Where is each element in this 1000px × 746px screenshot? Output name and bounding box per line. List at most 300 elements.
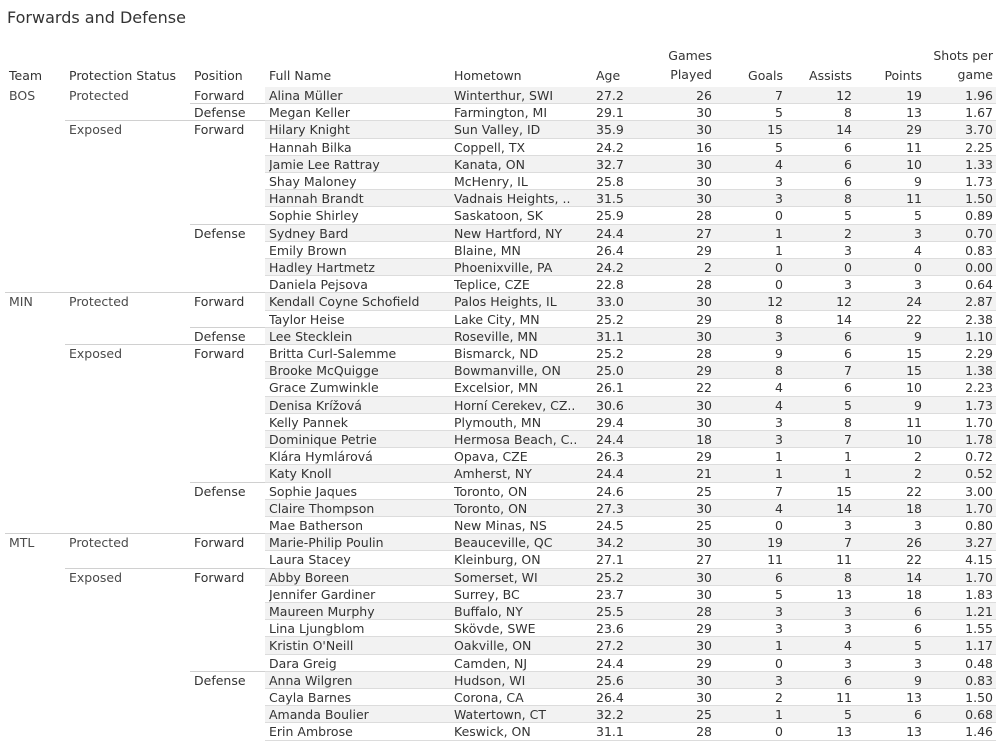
cell-goals: 3: [775, 414, 783, 430]
cell-full-name: Dominique Petrie: [269, 432, 377, 447]
group-position: Forward: [194, 346, 245, 361]
cell-shots-per-game: 0.64: [965, 277, 993, 293]
cell-goals: 4: [775, 156, 783, 172]
cell-age: 25.6: [596, 672, 624, 688]
cell-age: 23.6: [596, 621, 624, 637]
cell-games-played: 28: [696, 277, 712, 293]
cell-hometown: Hermosa Beach, C..: [454, 432, 578, 447]
cell-hometown: Coppell, TX: [454, 139, 526, 155]
group-protection-status: Protected: [69, 535, 129, 551]
cell-full-name: Shay Maloney: [269, 174, 357, 189]
cell-points: 9: [914, 328, 922, 344]
cell-age: 32.7: [596, 156, 624, 172]
cell-age: 32.2: [596, 707, 624, 723]
cell-age: 29.1: [596, 105, 624, 121]
cell-assists: 12: [836, 294, 852, 310]
cell-games-played: 18: [696, 432, 712, 447]
cell-goals: 8: [775, 363, 783, 379]
cell-goals: 0: [775, 518, 783, 533]
cell-assists: 14: [836, 122, 852, 138]
cell-shots-per-game: 1.10: [965, 328, 993, 344]
cell-assists: 8: [844, 569, 852, 585]
cell-goals: 9: [775, 346, 783, 361]
cell-shots-per-game: 0.68: [965, 707, 993, 723]
cell-hometown: Roseville, MN: [454, 328, 538, 344]
table-title: Forwards and Defense: [7, 8, 186, 27]
cell-hometown: Blaine, MN: [454, 242, 521, 258]
cell-points: 5: [914, 638, 922, 654]
cell-age: 24.4: [596, 225, 624, 241]
cell-full-name: Maureen Murphy: [269, 604, 375, 619]
cell-age: 25.2: [596, 569, 624, 585]
cell-games-played: 30: [696, 638, 712, 654]
cell-age: 24.4: [596, 432, 624, 447]
cell-assists: 6: [844, 346, 852, 361]
cell-games-played: 26: [696, 88, 712, 103]
cell-age: 24.5: [596, 518, 624, 533]
cell-full-name: Emily Brown: [269, 242, 347, 258]
cell-points: 2: [914, 449, 922, 465]
cell-points: 26: [906, 535, 922, 551]
cell-points: 4: [914, 242, 922, 258]
cell-full-name: Kelly Pannek: [269, 414, 348, 430]
cell-shots-per-game: 0.72: [965, 449, 993, 465]
cell-shots-per-game: 2.25: [965, 139, 993, 155]
cell-goals: 0: [775, 208, 783, 224]
cell-goals: 0: [775, 277, 783, 293]
cell-full-name: Jamie Lee Rattray: [269, 156, 380, 172]
cell-assists: 15: [836, 483, 852, 499]
cell-shots-per-game: 1.70: [965, 569, 993, 585]
cell-assists: 6: [844, 139, 852, 155]
group-protection-status: Protected: [69, 88, 129, 103]
cell-points: 9: [914, 397, 922, 413]
cell-shots-per-game: 0.00: [965, 260, 993, 275]
group-position: Defense: [194, 105, 246, 121]
cell-full-name: Dara Greig: [269, 655, 337, 671]
cell-goals: 1: [775, 242, 783, 258]
cell-assists: 3: [844, 277, 852, 293]
cell-full-name: Brooke McQuigge: [269, 363, 379, 379]
header-games-played: Games Played: [668, 48, 712, 82]
cell-hometown: Lake City, MN: [454, 311, 540, 327]
cell-shots-per-game: 3.70: [965, 122, 993, 138]
cell-points: 3: [914, 277, 922, 293]
cell-age: 25.0: [596, 363, 624, 379]
cell-assists: 1: [844, 466, 852, 482]
cell-full-name: Jennifer Gardiner: [269, 586, 376, 602]
header-team: Team: [9, 68, 43, 83]
cell-goals: 5: [775, 105, 783, 121]
group-divider: [190, 568, 265, 569]
cell-assists: 3: [844, 655, 852, 671]
cell-games-played: 30: [696, 328, 712, 344]
group-position: Defense: [194, 483, 246, 499]
cell-points: 19: [906, 88, 922, 103]
cell-games-played: 30: [696, 191, 712, 207]
cell-assists: 5: [844, 397, 852, 413]
cell-age: 27.2: [596, 88, 624, 103]
cell-age: 34.2: [596, 535, 624, 551]
cell-assists: 5: [844, 707, 852, 723]
cell-full-name: Taylor Heise: [269, 311, 345, 327]
cell-assists: 1: [844, 449, 852, 465]
cell-points: 9: [914, 174, 922, 189]
group-position: Forward: [194, 88, 245, 103]
cell-hometown: Vadnais Heights, ..: [454, 191, 571, 207]
cell-age: 24.2: [596, 139, 624, 155]
cell-goals: 1: [775, 466, 783, 482]
cell-points: 15: [906, 363, 922, 379]
cell-assists: 8: [844, 191, 852, 207]
cell-hometown: Corona, CA: [454, 690, 524, 705]
cell-shots-per-game: 0.83: [965, 242, 993, 258]
cell-games-played: 28: [696, 346, 712, 361]
group-team: BOS: [9, 88, 36, 103]
cell-full-name: Klára Hymlárová: [269, 449, 373, 465]
header-age: Age: [596, 68, 621, 83]
header-full-name: Full Name: [269, 68, 332, 83]
cell-points: 15: [906, 346, 922, 361]
group-divider: [190, 224, 265, 225]
cell-shots-per-game: 1.78: [965, 432, 993, 447]
header-shots-per-game: Shots per game: [933, 48, 993, 82]
cell-age: 31.1: [596, 724, 624, 740]
header-hometown: Hometown: [454, 68, 522, 83]
cell-games-played: 16: [696, 139, 712, 155]
cell-assists: 12: [836, 88, 852, 103]
cell-full-name: Sydney Bard: [269, 225, 349, 241]
cell-hometown: Toronto, ON: [454, 483, 528, 499]
cell-assists: 14: [836, 500, 852, 516]
cell-games-played: 28: [696, 604, 712, 619]
cell-goals: 0: [775, 655, 783, 671]
cell-hometown: Surrey, BC: [454, 586, 520, 602]
cell-full-name: Grace Zumwinkle: [269, 380, 379, 396]
cell-age: 27.1: [596, 552, 624, 568]
cell-hometown: Farmington, MI: [454, 105, 548, 121]
cell-games-played: 30: [696, 174, 712, 189]
cell-full-name: Hilary Knight: [269, 122, 350, 138]
cell-shots-per-game: 0.70: [965, 225, 993, 241]
cell-shots-per-game: 1.50: [965, 690, 993, 705]
cell-hometown: Sun Valley, ID: [454, 122, 541, 138]
group-position: Forward: [194, 569, 245, 585]
cell-hometown: Palos Heights, IL: [454, 294, 557, 310]
cell-goals: 4: [775, 397, 783, 413]
cell-age: 24.4: [596, 655, 624, 671]
cell-hometown: Camden, NJ: [454, 655, 528, 671]
cell-assists: 7: [844, 363, 852, 379]
group-team: MIN: [9, 294, 33, 310]
cell-goals: 3: [775, 604, 783, 619]
cell-points: 24: [906, 294, 922, 310]
header-position: Position: [194, 68, 243, 83]
cell-assists: 8: [844, 105, 852, 121]
cell-shots-per-game: 0.52: [965, 466, 993, 482]
cell-shots-per-game: 2.38: [965, 311, 993, 327]
cell-hometown: Bowmanville, ON: [454, 363, 561, 379]
group-divider: [190, 482, 265, 483]
cell-games-played: 30: [696, 294, 712, 310]
cell-hometown: Saskatoon, SK: [454, 208, 543, 224]
cell-hometown: Bismarck, ND: [454, 346, 539, 361]
cell-full-name: Marie-Philip Poulin: [269, 535, 384, 551]
cell-age: 31.5: [596, 191, 624, 207]
cell-games-played: 29: [696, 621, 712, 637]
cell-hometown: Kanata, ON: [454, 156, 525, 172]
cell-games-played: 30: [696, 569, 712, 585]
cell-goals: 3: [775, 621, 783, 637]
cell-shots-per-game: 1.70: [965, 500, 993, 516]
cell-assists: 3: [844, 604, 852, 619]
cell-hometown: Toronto, ON: [454, 500, 528, 516]
group-position: Defense: [194, 225, 246, 241]
cell-hometown: Kleinburg, ON: [454, 552, 541, 568]
cell-full-name: Katy Knoll: [269, 466, 332, 482]
cell-hometown: New Minas, NS: [454, 518, 547, 533]
cell-assists: 7: [844, 535, 852, 551]
cell-shots-per-game: 1.33: [965, 156, 993, 172]
cell-age: 25.9: [596, 208, 624, 224]
cell-games-played: 30: [696, 535, 712, 551]
cell-shots-per-game: 1.73: [965, 174, 993, 189]
cell-age: 22.8: [596, 277, 624, 293]
cell-games-played: 28: [696, 724, 712, 740]
cell-assists: 6: [844, 328, 852, 344]
group-position: Defense: [194, 328, 246, 344]
cell-points: 6: [914, 604, 922, 619]
cell-hometown: Opava, CZE: [454, 449, 528, 465]
cell-assists: 8: [844, 414, 852, 430]
cell-full-name: Megan Keller: [269, 105, 351, 121]
cell-hometown: Beauceville, QC: [454, 535, 553, 551]
cell-shots-per-game: 1.38: [965, 363, 993, 379]
cell-hometown: Buffalo, NY: [454, 604, 523, 619]
cell-shots-per-game: 4.15: [965, 552, 993, 568]
cell-points: 14: [906, 569, 922, 585]
cell-age: 24.2: [596, 260, 624, 275]
cell-points: 11: [906, 191, 922, 207]
cell-points: 13: [906, 724, 922, 740]
cell-goals: 0: [775, 724, 783, 740]
cell-games-played: 30: [696, 500, 712, 516]
cell-hometown: Horní Cerekev, CZ..: [454, 397, 576, 413]
cell-age: 26.4: [596, 690, 624, 705]
cell-assists: 13: [836, 724, 852, 740]
cell-goals: 8: [775, 311, 783, 327]
cell-hometown: Winterthur, SWI: [454, 88, 554, 103]
cell-games-played: 25: [696, 483, 712, 499]
group-team: MTL: [9, 535, 35, 551]
cell-games-played: 30: [696, 690, 712, 705]
cell-games-played: 22: [696, 380, 712, 396]
group-position: Forward: [194, 294, 245, 310]
cell-goals: 3: [775, 432, 783, 447]
cell-hometown: Plymouth, MN: [454, 414, 542, 430]
cell-games-played: 30: [696, 414, 712, 430]
cell-full-name: Hannah Bilka: [269, 139, 352, 155]
cell-games-played: 27: [696, 552, 712, 568]
cell-points: 3: [914, 655, 922, 671]
cell-games-played: 29: [696, 242, 712, 258]
cell-full-name: Hadley Hartmetz: [269, 260, 375, 275]
group-divider: [190, 292, 265, 293]
cell-games-played: 29: [696, 449, 712, 465]
cell-full-name: Cayla Barnes: [269, 690, 352, 705]
cell-assists: 3: [844, 621, 852, 637]
cell-hometown: Skövde, SWE: [454, 621, 536, 637]
cell-games-played: 30: [696, 397, 712, 413]
cell-points: 11: [906, 139, 922, 155]
cell-age: 25.2: [596, 346, 624, 361]
cell-full-name: Abby Boreen: [269, 569, 350, 585]
cell-points: 6: [914, 707, 922, 723]
cell-hometown: Phoenixville, PA: [454, 260, 553, 275]
cell-goals: 4: [775, 500, 783, 516]
cell-full-name: Mae Batherson: [269, 518, 364, 533]
group-protection-status: Exposed: [69, 569, 123, 585]
cell-full-name: Anna Wilgren: [269, 672, 353, 688]
cell-full-name: Kendall Coyne Schofield: [269, 294, 420, 310]
cell-hometown: Oakville, ON: [454, 638, 532, 654]
cell-points: 6: [914, 621, 922, 637]
cell-full-name: Laura Stacey: [269, 552, 351, 568]
cell-assists: 7: [844, 432, 852, 447]
cell-shots-per-game: 1.46: [965, 724, 993, 740]
cell-points: 13: [906, 690, 922, 705]
cell-age: 33.0: [596, 294, 624, 310]
cell-goals: 1: [775, 638, 783, 654]
cell-goals: 6: [775, 569, 783, 585]
cell-hometown: Watertown, CT: [454, 707, 546, 723]
cell-age: 27.2: [596, 638, 624, 654]
cell-age: 24.6: [596, 483, 624, 499]
cell-assists: 6: [844, 156, 852, 172]
cell-full-name: Claire Thompson: [269, 500, 375, 516]
cell-hometown: Amherst, NY: [454, 466, 532, 482]
cell-full-name: Kristin O'Neill: [269, 638, 354, 654]
cell-shots-per-game: 1.21: [965, 604, 993, 619]
header-assists: Assists: [809, 68, 852, 83]
cell-games-played: 30: [696, 156, 712, 172]
cell-points: 11: [906, 414, 922, 430]
cell-games-played: 30: [696, 586, 712, 602]
cell-assists: 6: [844, 380, 852, 396]
cell-assists: 3: [844, 242, 852, 258]
cell-shots-per-game: 0.48: [965, 655, 993, 671]
cell-assists: 14: [836, 311, 852, 327]
cell-hometown: Somerset, WI: [454, 569, 538, 585]
cell-assists: 0: [844, 260, 852, 275]
group-protection-status: Protected: [69, 294, 129, 310]
cell-full-name: Lee Stecklein: [269, 328, 353, 344]
cell-games-played: 2: [704, 260, 712, 275]
cell-hometown: Keswick, ON: [454, 724, 531, 740]
cell-points: 18: [906, 586, 922, 602]
cell-assists: 4: [844, 638, 852, 654]
cell-games-played: 30: [696, 122, 712, 138]
group-divider: [190, 327, 265, 328]
cell-points: 29: [906, 122, 922, 138]
cell-goals: 2: [775, 690, 783, 705]
cell-assists: 6: [844, 174, 852, 189]
cell-games-played: 29: [696, 363, 712, 379]
cell-goals: 5: [775, 139, 783, 155]
cell-assists: 3: [844, 518, 852, 533]
cell-goals: 19: [767, 535, 783, 551]
cell-age: 24.4: [596, 466, 624, 482]
cell-shots-per-game: 3.00: [965, 483, 993, 499]
cell-games-played: 21: [696, 466, 712, 482]
cell-games-played: 29: [696, 655, 712, 671]
cell-shots-per-game: 0.83: [965, 672, 993, 688]
group-protection-status: Exposed: [69, 346, 123, 361]
cell-goals: 1: [775, 225, 783, 241]
group-divider: [190, 344, 265, 345]
cell-points: 5: [914, 208, 922, 224]
cell-age: 26.4: [596, 242, 624, 258]
cell-full-name: Denisa Krížová: [269, 397, 362, 413]
cell-age: 25.2: [596, 311, 624, 327]
header-goals: Goals: [748, 68, 783, 83]
cell-shots-per-game: 2.29: [965, 346, 993, 361]
group-position: Defense: [194, 672, 246, 688]
cell-full-name: Lina Ljungblom: [269, 621, 365, 637]
cell-games-played: 28: [696, 208, 712, 224]
cell-goals: 3: [775, 174, 783, 189]
cell-goals: 12: [767, 294, 783, 310]
header-protection-status: Protection Status: [69, 68, 177, 83]
group-divider: [190, 103, 265, 104]
group-protection-status: Exposed: [69, 122, 123, 138]
cell-points: 10: [906, 380, 922, 396]
cell-shots-per-game: 1.83: [965, 586, 993, 602]
cell-goals: 3: [775, 672, 783, 688]
cell-full-name: Alina Müller: [269, 88, 343, 103]
group-position: Forward: [194, 535, 245, 551]
cell-points: 22: [906, 311, 922, 327]
cell-games-played: 30: [696, 105, 712, 121]
cell-full-name: Hannah Brandt: [269, 191, 364, 207]
cell-full-name: Daniela Pejsova: [269, 277, 368, 293]
cell-age: 30.6: [596, 397, 624, 413]
cell-assists: 13: [836, 586, 852, 602]
cell-points: 0: [914, 260, 922, 275]
cell-full-name: Erin Ambrose: [269, 724, 353, 740]
cell-goals: 1: [775, 707, 783, 723]
cell-assists: 11: [836, 690, 852, 705]
cell-games-played: 29: [696, 311, 712, 327]
cell-points: 18: [906, 500, 922, 516]
cell-hometown: McHenry, IL: [454, 174, 528, 189]
cell-shots-per-game: 2.87: [965, 294, 993, 310]
cell-goals: 0: [775, 260, 783, 275]
cell-age: 25.5: [596, 604, 624, 619]
cell-games-played: 30: [696, 672, 712, 688]
cell-goals: 11: [767, 552, 783, 568]
cell-points: 13: [906, 105, 922, 121]
cell-full-name: Britta Curl-Salemme: [269, 346, 397, 361]
cell-assists: 5: [844, 208, 852, 224]
cell-assists: 11: [836, 552, 852, 568]
cell-hometown: Excelsior, MN: [454, 380, 538, 396]
cell-goals: 3: [775, 328, 783, 344]
cell-age: 25.8: [596, 174, 624, 189]
cell-full-name: Sophie Jaques: [269, 483, 357, 499]
cell-goals: 4: [775, 380, 783, 396]
cell-age: 27.3: [596, 500, 624, 516]
